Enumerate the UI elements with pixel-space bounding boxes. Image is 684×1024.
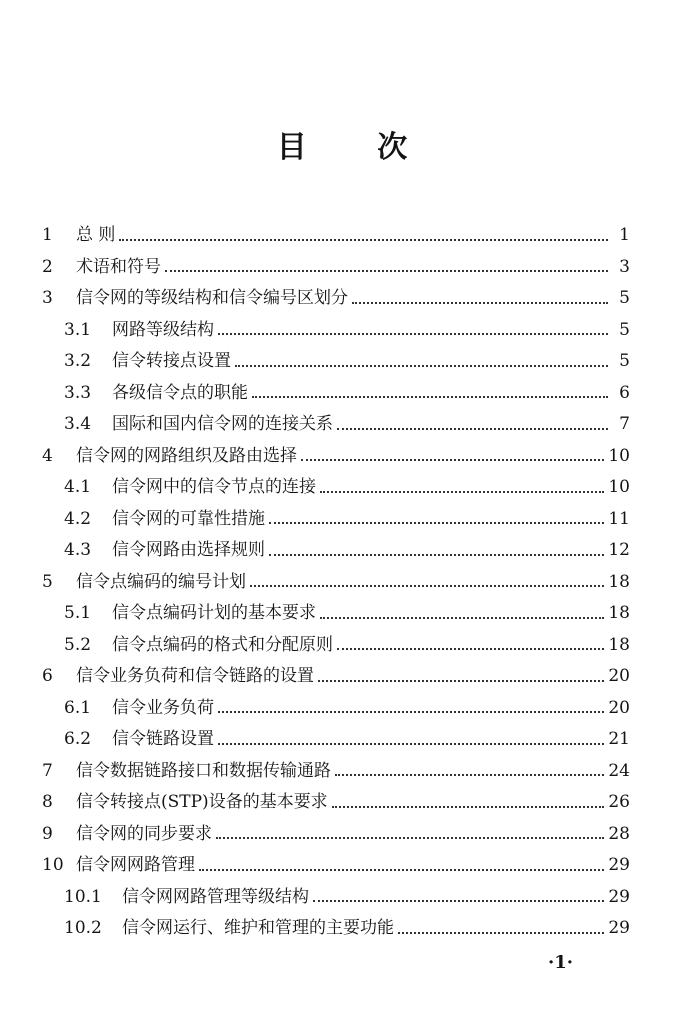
toc-entry-number: 3.2: [64, 351, 92, 371]
toc-entry-number: 3.3: [64, 382, 92, 403]
toc-entry: [42, 819, 630, 851]
toc-entry: [42, 315, 630, 347]
toc-entry: [42, 882, 630, 914]
toc-entry-page: 5: [619, 319, 630, 340]
toc-entry-number: 10: [42, 855, 64, 875]
toc-entry-title: 信令网中的信令节点的连接: [112, 477, 316, 497]
toc-entry-number: 4: [42, 445, 53, 466]
toc-entry-title: 各级信令点的职能: [112, 382, 248, 403]
toc-entry-number: 3.1: [64, 319, 92, 340]
toc-entry: [42, 283, 630, 315]
toc-entry: [42, 756, 630, 788]
toc-entry-page: 10: [608, 477, 630, 497]
page-number: ·1·: [548, 952, 574, 973]
toc-dot-leader: [252, 396, 608, 398]
toc-entry-page: 6: [619, 382, 630, 403]
toc-entry: [42, 598, 630, 630]
toc-dot-leader: [235, 365, 608, 367]
toc-entry-page: 7: [619, 414, 630, 434]
toc-entry-page: 21: [608, 729, 630, 749]
toc-entry-number: 10.2: [64, 918, 102, 938]
toc-entry-number: 8: [42, 792, 53, 812]
toc-dot-leader: [165, 270, 608, 272]
toc-entry: [42, 220, 630, 252]
toc-entry-title: 国际和国内信令网的连接关系: [112, 414, 333, 434]
toc-entry: [42, 567, 630, 599]
toc-dot-leader: [199, 869, 604, 871]
toc-dot-leader: [301, 459, 604, 461]
toc-dot-leader: [250, 585, 604, 587]
toc-entry-title: 信令网的等级结构和信令编号区划分: [76, 288, 348, 308]
toc-entry-page: 11: [608, 508, 630, 529]
toc-dot-leader: [269, 522, 604, 524]
toc-dot-leader: [218, 333, 608, 335]
toc-entry-number: 7: [42, 760, 53, 781]
toc-entry-page: 12: [608, 540, 630, 560]
toc-entry-title: 总 则: [76, 225, 116, 245]
toc-entry: [42, 252, 630, 284]
toc-entry-title: 网路等级结构: [112, 319, 214, 340]
toc-entry-title: 信令链路设置: [112, 729, 214, 749]
toc-dot-leader: [269, 554, 604, 556]
toc-entry-title: 信令点编码的编号计划: [76, 571, 246, 592]
toc-dot-leader: [332, 806, 605, 808]
toc-entry-page: 29: [608, 855, 630, 875]
toc-entry: [42, 850, 630, 882]
toc-entry-page: 20: [608, 697, 630, 718]
toc-entry-number: 4.1: [64, 477, 92, 497]
toc-entry-title: 信令网的网路组织及路由选择: [76, 445, 297, 466]
toc-entry-page: 1: [619, 225, 630, 245]
toc-entry-page: 10: [608, 445, 630, 466]
toc-entry-number: 6: [42, 666, 53, 686]
toc-dot-leader: [337, 428, 608, 430]
toc-entry-number: 5: [42, 571, 53, 592]
toc-dot-leader: [337, 648, 604, 650]
toc-entry-title: 信令网运行、维护和管理的主要功能: [122, 918, 394, 938]
toc-dot-leader: [218, 743, 604, 745]
toc-entry: [42, 409, 630, 441]
toc-entry: [42, 724, 630, 756]
toc-entry-title: 信令网网路管理: [76, 855, 195, 875]
toc-entry-page: 28: [608, 823, 630, 844]
toc-entry: [42, 504, 630, 536]
table-of-contents: [42, 220, 630, 945]
toc-entry-page: 18: [608, 634, 630, 655]
toc-entry-title: 信令网的同步要求: [76, 823, 212, 844]
toc-entry-title: 信令数据链路接口和数据传输通路: [76, 760, 331, 781]
toc-entry-title: 信令网网路管理等级结构: [122, 886, 309, 907]
toc-entry-number: 3.4: [64, 414, 92, 434]
toc-entry-title: 信令点编码的格式和分配原则: [112, 634, 333, 655]
toc-entry-number: 5.1: [64, 603, 92, 623]
toc-dot-leader: [218, 711, 604, 713]
toc-entry-page: 24: [608, 760, 630, 781]
toc-entry: [42, 787, 630, 819]
toc-entry-title: 信令网路由选择规则: [112, 540, 265, 560]
toc-dot-leader: [313, 900, 604, 902]
toc-entry-number: 3: [42, 288, 53, 308]
toc-entry: [42, 378, 630, 410]
toc-entry: [42, 472, 630, 504]
toc-entry-number: 6.2: [64, 729, 92, 749]
toc-entry-page: 18: [608, 571, 630, 592]
toc-entry-title: 术语和符号: [76, 256, 161, 277]
toc-dot-leader: [320, 617, 604, 619]
toc-entry: [42, 441, 630, 473]
toc-entry-page: 3: [619, 256, 630, 277]
page-title: 目 次: [276, 130, 438, 165]
toc-entry-number: 4.3: [64, 540, 92, 560]
toc-entry-number: 10.1: [64, 886, 102, 907]
toc-entry: [42, 661, 630, 693]
toc-entry-page: 26: [608, 792, 630, 812]
toc-entry-page: 29: [608, 918, 630, 938]
toc-dot-leader: [119, 239, 608, 241]
toc-entry-number: 5.2: [64, 634, 92, 655]
toc-dot-leader: [216, 837, 604, 839]
toc-dot-leader: [335, 774, 604, 776]
toc-entry-title: 信令业务负荷: [112, 697, 214, 718]
toc-entry-page: 20: [608, 666, 630, 686]
toc-dot-leader: [318, 680, 604, 682]
toc-entry-page: 29: [608, 886, 630, 907]
toc-entry-title: 信令网的可靠性措施: [112, 508, 265, 529]
toc-entry-number: 6.1: [64, 697, 92, 718]
toc-entry: [42, 346, 630, 378]
toc-entry-title: 信令转接点设置: [112, 351, 231, 371]
toc-entry: [42, 913, 630, 945]
toc-dot-leader: [320, 491, 604, 493]
toc-entry-title: 信令点编码计划的基本要求: [112, 603, 316, 623]
toc-entry-title: 信令业务负荷和信令链路的设置: [76, 666, 314, 686]
toc-dot-leader: [352, 302, 608, 304]
toc-entry: [42, 630, 630, 662]
toc-entry-page: 5: [619, 351, 630, 371]
toc-entry-number: 9: [42, 823, 53, 844]
toc-entry-page: 5: [619, 288, 630, 308]
toc-entry: [42, 535, 630, 567]
toc-entry-number: 1: [42, 225, 53, 245]
toc-entry: [42, 693, 630, 725]
toc-entry-number: 4.2: [64, 508, 92, 529]
toc-entry-number: 2: [42, 256, 53, 277]
toc-dot-leader: [398, 932, 604, 934]
toc-entry-page: 18: [608, 603, 630, 623]
toc-entry-title: 信令转接点(STP)设备的基本要求: [76, 792, 328, 812]
